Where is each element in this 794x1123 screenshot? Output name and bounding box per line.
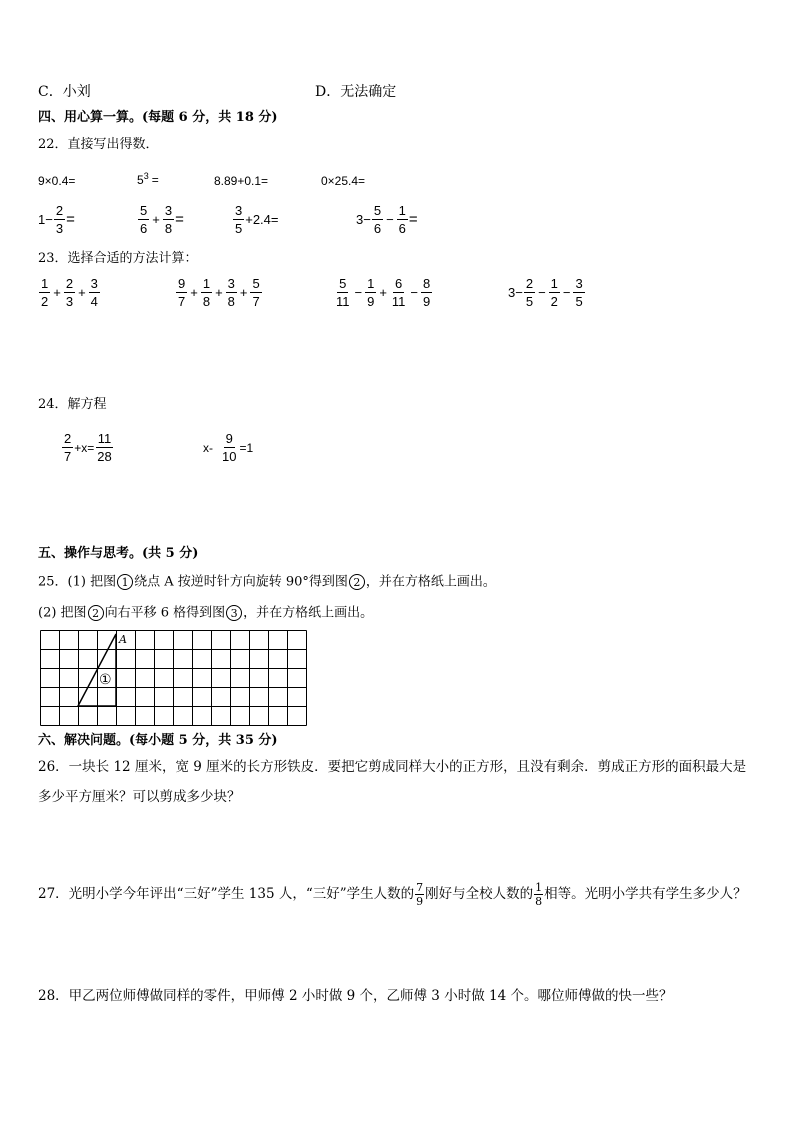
- question-22: 22．直接写出得数．: [38, 137, 159, 152]
- q24-equation-b: x- $\frac{9}{10}$ =1: [203, 431, 254, 464]
- q22-expr-e: 1− $\frac{2}{3}$ =: [38, 203, 75, 236]
- question-26-line-1: 26．一块长 12 厘米，宽 9 厘米的长方形铁皮．要把它剪成同样大小的正方形，且没有剩余．剪成正方形的面积最大是: [38, 759, 747, 775]
- q22-expr-g: $\frac{3}{5}$ +2.4=: [235, 203, 279, 236]
- circled-3-icon: 3: [226, 605, 242, 621]
- option-c: C．小刘: [38, 84, 91, 100]
- question-25-part-1: 25．(1) 把图 1 绕点 A 按逆时针方向旋转 90°得到图 2 ，并在方格纸上画出。: [38, 574, 496, 590]
- section-4-heading: 四、用心算一算。(每题 6 分，共 18 分): [38, 110, 278, 125]
- q23-expr-b: $\frac{9}{7}$ + $\frac{1}{8}$ + $\frac{3}{8}$ + $\frac{5}{7}$: [178, 276, 260, 309]
- q22-expr-f: $\frac{5}{6}$ + $\frac{3}{8}$ =: [140, 203, 184, 236]
- q24-equation-a: $\frac{2}{7}$ +x= $\frac{11}{28}$: [64, 431, 112, 464]
- question-25-part-2: (2) 把图 2 向右平移 6 格得到图 3 ，并在方格纸上画出。: [38, 605, 374, 621]
- circled-1-icon: 1: [117, 574, 133, 590]
- question-28: 28．甲乙两位师傅做同样的零件，甲师傅 2 小时做 9 个，乙师傅 3 小时做 14 个。哪位师傅做的快一些？: [38, 988, 673, 1004]
- q23-expr-a: $\frac{1}{2}$ + $\frac{2}{3}$ + $\frac{3}{4}$: [41, 276, 98, 309]
- q22-expr-h: 3− $\frac{5}{6}$ − $\frac{1}{6}$ =: [356, 203, 418, 236]
- question-24: 24．解方程: [38, 397, 107, 412]
- section-5-heading: 五、操作与思考。(共 5 分): [38, 546, 199, 561]
- grid-paper: [40, 630, 307, 726]
- circled-2-icon: 2: [349, 574, 365, 590]
- question-23: 23．选择合适的方法计算：: [38, 251, 198, 266]
- q22-expr-d: 0×25.4=: [321, 174, 366, 188]
- point-a-label: A: [119, 633, 127, 646]
- q22-expr-a: 9×0.4=: [38, 174, 76, 188]
- question-27: 27．光明小学今年评出“三好”学生 135 人，“三好”学生人数的 $\frac{7}{9}$ 刚好与全校人数的 $\frac{1}{8}$ 相等。光明小学共有学生多少人？: [38, 881, 747, 908]
- section-6-heading: 六、解决问题。(每小题 5 分，共 35 分): [38, 733, 278, 748]
- question-26-line-2: 多少平方厘米？可以剪成多少块？: [38, 789, 241, 805]
- q22-expr-b: $5^3$ =: [137, 171, 159, 187]
- q23-expr-c: $\frac{5}{11}$ − $\frac{1}{9}$ + $\frac{6}{11}$ − $\frac{8}{9}$: [336, 276, 431, 309]
- q22-expr-c: 8.89+0.1=: [214, 174, 269, 188]
- q23-expr-d: 3− $\frac{2}{5}$ − $\frac{1}{2}$ − $\frac{3}{5}$: [508, 276, 583, 309]
- shape-1-label: ①: [99, 672, 112, 688]
- option-d: D．无法确定: [315, 84, 397, 100]
- circled-2-icon: 2: [88, 605, 104, 621]
